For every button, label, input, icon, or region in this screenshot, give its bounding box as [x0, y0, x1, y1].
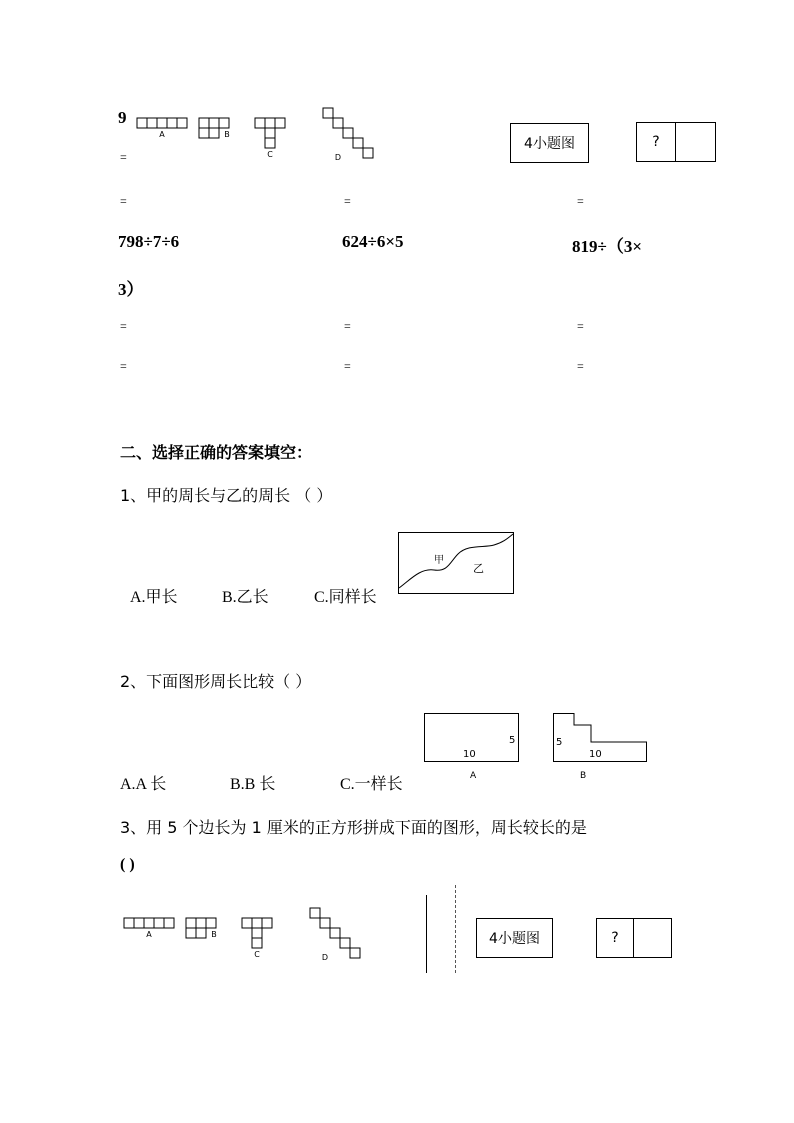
figure-a-side: 5	[509, 735, 516, 746]
shape-b-square	[209, 118, 219, 128]
figure-b-bottom: 10	[589, 749, 602, 760]
shape-b-square	[199, 118, 209, 128]
shape-d-square	[363, 148, 373, 158]
shape-d-square	[340, 938, 350, 948]
pentomino-figure	[135, 106, 395, 166]
figure-b-side: 5	[556, 737, 563, 748]
figure-a-bottom: 10	[463, 749, 476, 760]
shape-c-square	[252, 938, 262, 948]
shape-b-square	[219, 118, 229, 128]
shape-b-square	[196, 928, 206, 938]
option-b: B.B 长	[230, 776, 276, 793]
figure-label-box	[476, 918, 553, 958]
question-cell	[597, 919, 634, 957]
equals-mark: =	[577, 194, 584, 208]
expression-3-continued: 3）	[118, 280, 144, 299]
shape-c-square	[265, 128, 275, 138]
option-b: B.乙长	[222, 589, 269, 606]
shape-b-label: B	[224, 130, 230, 139]
shape-d-square	[350, 948, 360, 958]
expression-3: 819÷（3×	[572, 237, 643, 256]
equals-mark: =	[577, 359, 584, 373]
figure-b-name: B	[580, 771, 587, 781]
shape-b-square	[186, 928, 196, 938]
shape-b-square	[196, 918, 206, 928]
shape-c-label: C	[254, 950, 260, 959]
shape-d-label: D	[334, 153, 342, 162]
question-1: 1、甲的周长与乙的周长 （ ）	[120, 486, 333, 505]
divider-line	[455, 885, 456, 973]
shape-c-square	[262, 918, 272, 928]
shape-a-square	[157, 118, 167, 128]
shape-c-square	[265, 118, 275, 128]
equals-mark: =	[120, 359, 127, 373]
answer-parentheses: ( )	[120, 856, 135, 873]
perimeter-figure	[398, 532, 514, 594]
equals-mark: =	[577, 319, 584, 333]
equals-mark: =	[120, 150, 127, 164]
shape-d-square	[333, 118, 343, 128]
shape-c-square	[265, 138, 275, 148]
question-mark: ?	[611, 930, 619, 946]
shape-a-square	[167, 118, 177, 128]
option-a: A.A 长	[120, 776, 167, 793]
pentomino-figure	[122, 906, 392, 966]
shape-d-square	[310, 908, 320, 918]
shape-a-square	[147, 118, 157, 128]
equals-mark: =	[120, 319, 127, 333]
divider-line	[426, 895, 427, 973]
shape-b-label: B	[211, 930, 217, 939]
section-heading: 二、选择正确的答案填空：	[120, 443, 313, 462]
shape-a-square	[124, 918, 134, 928]
question-cell	[637, 123, 676, 161]
shape-a-square	[154, 918, 164, 928]
option-a: A.甲长	[130, 589, 178, 606]
region-label-jia: 甲	[434, 555, 444, 566]
shape-a-square	[177, 118, 187, 128]
shape-d-square	[323, 108, 333, 118]
problem-number: 9	[118, 108, 127, 127]
shape-b-square	[209, 128, 219, 138]
shape-c-square	[252, 928, 262, 938]
equals-mark: =	[344, 319, 351, 333]
equals-mark: =	[344, 194, 351, 208]
option-c: C.同样长	[314, 589, 377, 606]
shape-c-square	[252, 918, 262, 928]
shape-c-label: C	[267, 150, 273, 159]
shape-d-label: D	[321, 953, 329, 962]
shape-b-square	[199, 128, 209, 138]
equals-mark: =	[344, 359, 351, 373]
shape-d-square	[320, 918, 330, 928]
answer-box	[596, 918, 672, 958]
question-3: 3、用 5 个边长为 1 厘米的正方形拼成下面的图形，周长较长的是	[120, 818, 587, 837]
shape-a-label: A	[159, 130, 165, 139]
option-c: C.一样长	[340, 776, 403, 793]
shape-a-square	[137, 118, 147, 128]
shape-c-square	[242, 918, 252, 928]
shape-a-square	[144, 918, 154, 928]
shape-b-square	[206, 918, 216, 928]
shape-d-square	[353, 138, 363, 148]
figure-label: 4小题图	[524, 136, 575, 152]
shape-a-square	[164, 918, 174, 928]
shape-a-label: A	[146, 930, 152, 939]
figure-label-box	[510, 123, 589, 163]
shape-d-square	[343, 128, 353, 138]
figure-label: 4小题图	[489, 931, 540, 947]
expression-1: 798÷7÷6	[118, 232, 180, 251]
expression-2: 624÷6×5	[342, 232, 404, 251]
answer-box	[636, 122, 716, 162]
question-2: 2、下面图形周长比较（ ）	[120, 672, 312, 691]
figure-a-name: A	[470, 771, 477, 781]
question-mark: ?	[652, 134, 660, 150]
shape-c-square	[275, 118, 285, 128]
shape-c-square	[255, 118, 265, 128]
equals-mark: =	[120, 194, 127, 208]
shape-b-square	[186, 918, 196, 928]
shape-a-square	[134, 918, 144, 928]
shape-d-square	[330, 928, 340, 938]
region-label-yi: 乙	[473, 562, 484, 575]
